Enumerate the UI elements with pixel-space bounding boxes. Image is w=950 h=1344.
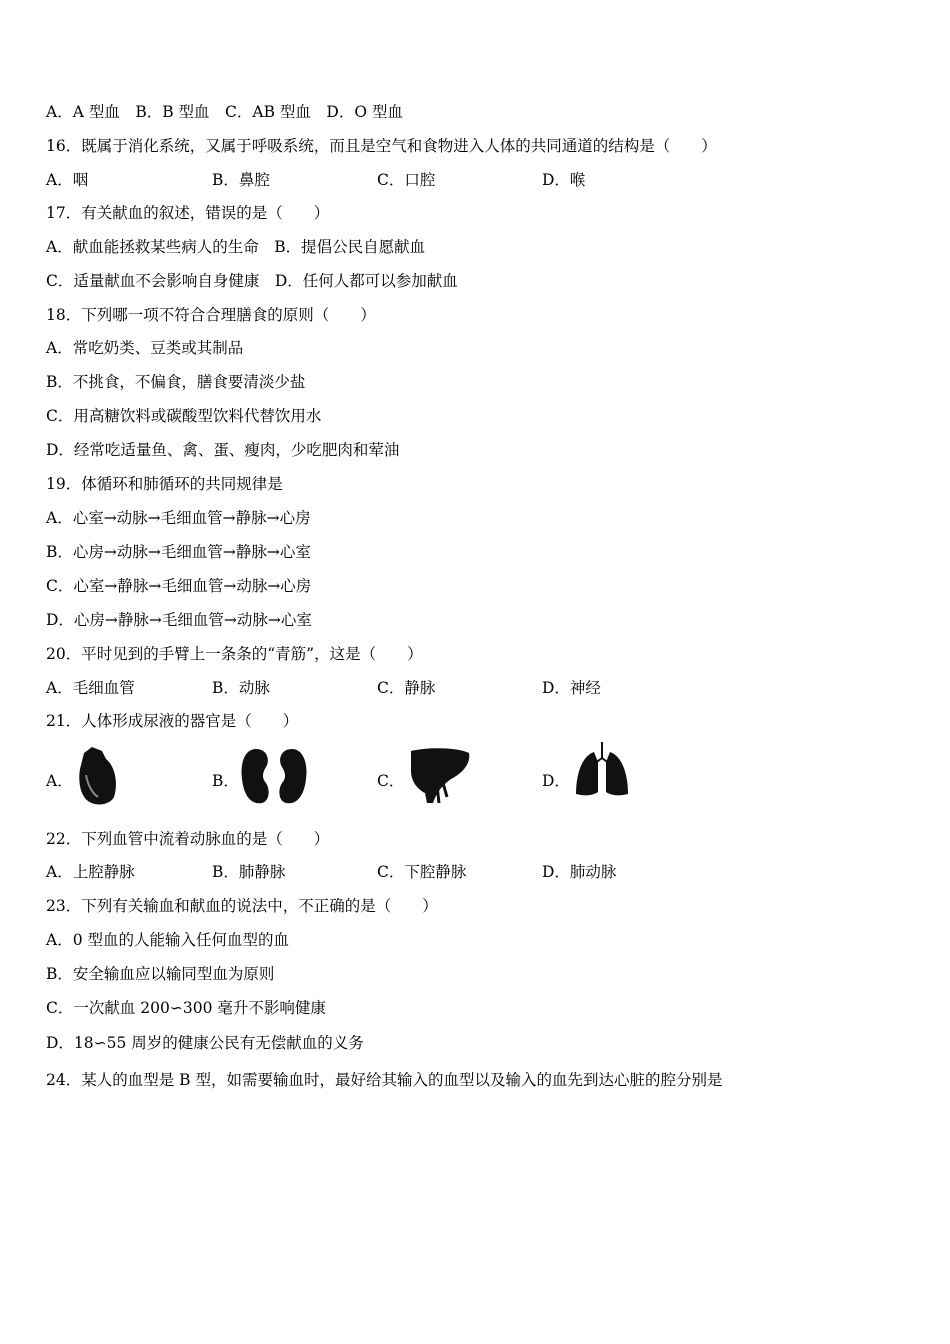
q21-option-a: A． [46,772,73,790]
q15-options: A．A 型血 B．B 型血 C．AB 型血 D．O 型血 [46,103,403,121]
q22-option-c: C．下腔静脉 [377,863,467,881]
q16-option-c: C．口腔 [377,171,436,189]
q17-options-ab: A．献血能拯救某些病人的生命 B．提倡公民自愿献血 [46,238,426,256]
q18-option-b: B．不挑食，不偏食，膳食要清淡少盐 [46,373,306,391]
heart-image [72,745,122,807]
q20-option-c: C．静脉 [377,679,436,697]
q23-option-b: B．安全输血应以输同型血为原则 [46,965,275,983]
q18-option-d: D．经常吃适量鱼、禽、蛋、瘦肉，少吃肥肉和荤油 [46,441,400,459]
q22-option-b: B．肺静脉 [212,863,286,881]
q22-stem: 22．下列血管中流着动脉血的是（ ） [46,830,330,848]
q21-option-d: D． [542,772,570,790]
q16-option-b: B．鼻腔 [212,171,270,189]
q18-option-c: C．用高糖饮料或碳酸型饮料代替饮用水 [46,407,322,425]
q23-option-c: C．一次献血 200∽300 毫升不影响健康 [46,999,326,1017]
q21-option-b: B． [212,772,239,790]
q19-stem: 19．体循环和肺循环的共同规律是 [46,475,283,493]
q19-option-b: B．心房→动脉→毛细血管→静脉→心室 [46,543,311,561]
q16-stem: 16．既属于消化系统，又属于呼吸系统，而且是空气和食物进入人体的共同通道的结构是（ ） [46,137,717,155]
q20-stem: 20．平时见到的手臂上一条条的“青筋”，这是（ ） [46,645,423,663]
q23-stem: 23．下列有关输血和献血的说法中，不正确的是（ ） [46,897,438,915]
q19-option-a: A．心室→动脉→毛细血管→静脉→心房 [46,509,311,527]
q22-option-d: D．肺动脉 [542,863,617,881]
q17-options-cd: C．适量献血不会影响自身健康 D．任何人都可以参加献血 [46,272,458,290]
q24-stem: 24．某人的血型是 B 型，如需要输血时，最好给其输入的血型以及输入的血先到达心脏的腔分别是 [46,1071,723,1089]
q17-stem: 17．有关献血的叙述，错误的是（ ） [46,204,330,222]
q19-option-c: C．心室→静脉→毛细血管→动脉→心房 [46,577,312,595]
q21-stem: 21．人体形成尿液的器官是（ ） [46,712,299,730]
liver-image [407,745,473,807]
q22-option-a: A．上腔静脉 [46,863,135,881]
q20-option-b: B．动脉 [212,679,270,697]
q18-option-a: A．常吃奶类、豆类或其制品 [46,339,244,357]
q21-option-c: C． [377,772,405,790]
q19-option-d: D．心房→静脉→毛细血管→动脉→心室 [46,611,312,629]
q16-option-a: A．咽 [46,171,89,189]
q16-option-d: D．喉 [542,171,586,189]
lungs-image [574,740,630,802]
q18-stem: 18．下列哪一项不符合合理膳食的原则（ ） [46,306,376,324]
q20-option-d: D．神经 [542,679,601,697]
q20-option-a: A．毛细血管 [46,679,135,697]
q23-option-a: A．0 型血的人能输入任何血型的血 [46,931,289,949]
q23-option-d: D．18∽55 周岁的健康公民有无偿献血的义务 [46,1034,364,1052]
kidney-image [240,745,310,807]
